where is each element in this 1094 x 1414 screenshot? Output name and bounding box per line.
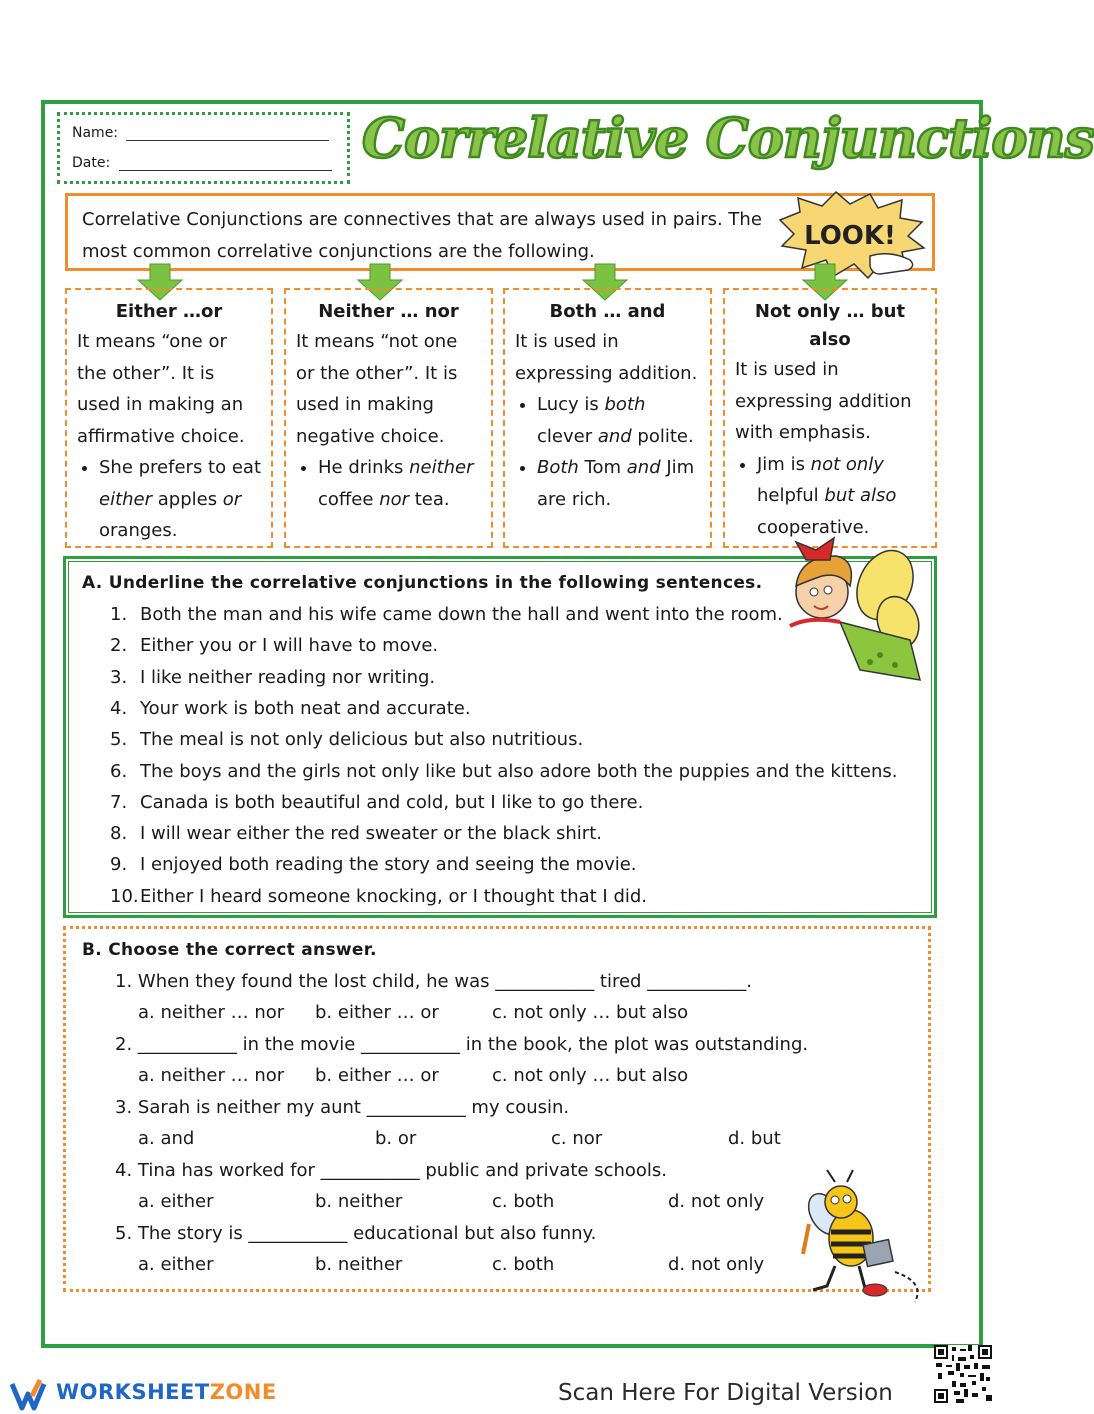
date-label: Date: [72, 155, 111, 171]
look-badge-text: LOOK! [804, 221, 896, 251]
example-text: polite. [631, 425, 694, 447]
example-text: oranges. [99, 520, 178, 541]
sentence-item [110, 792, 643, 813]
sentence-text[interactable]: I will wear either the red sweater or the black shirt. [140, 823, 602, 845]
sentence-text[interactable]: The meal is not only delicious but also nutritious. [140, 729, 584, 751]
example-text: Lucy is [537, 394, 605, 415]
example-text: helpful [757, 485, 825, 506]
sentence-item [110, 698, 471, 719]
card-examples [515, 389, 700, 515]
card-title: Not only … but also [754, 301, 906, 350]
answer-option[interactable]: d. not only [668, 1191, 765, 1212]
sentence-text[interactable]: Either you or I will have to move. [140, 635, 439, 657]
brand-logo-text[interactable] [56, 1380, 277, 1404]
name-label: Name: [72, 125, 119, 141]
answer-option[interactable]: c. both [492, 1191, 555, 1212]
answer-option[interactable]: a. neither … nor [138, 1065, 285, 1086]
card-desc: It is used in expressing addition with emphasis. [735, 359, 912, 443]
card-desc: It is used in expressing addition. [515, 331, 698, 384]
sentence-item [110, 635, 438, 656]
answer-option[interactable]: c. not only … but also [492, 1002, 689, 1023]
question-text: 1. When they found the lost child, he was ___________ tired ___________. [115, 971, 752, 992]
card-title: Neither … nor [318, 301, 459, 322]
example-text: Jim are rich. [537, 457, 695, 510]
sentence-number: 4. [110, 697, 128, 719]
question-text: 4. Tina has worked for ___________ public and private schools. [115, 1160, 668, 1181]
conjunction-word: but also [824, 485, 897, 506]
example-text: tea. [409, 488, 450, 510]
conjunction-word: and [626, 457, 661, 478]
conjunction-word: and [597, 425, 632, 447]
answer-option[interactable]: a. either [138, 1191, 214, 1212]
card-example [757, 449, 925, 544]
sentence-number: 9. [110, 854, 128, 876]
qr-code-icon[interactable] [934, 1345, 992, 1403]
card-examples [77, 452, 261, 547]
answer-option[interactable]: c. nor [551, 1128, 603, 1149]
conjunction-word: either [99, 488, 153, 510]
card-example [318, 452, 481, 515]
question-text: 5. The story is ___________ educational but also funny. [115, 1223, 597, 1244]
example-text: Tom [578, 457, 627, 478]
date-line [72, 155, 332, 171]
answer-option[interactable]: c. both [492, 1254, 555, 1275]
sentence-number: 3. [110, 666, 128, 688]
card-examples [735, 449, 925, 544]
sentence-text[interactable]: Either I heard someone knocking, or I thought that I did. [140, 885, 648, 907]
example-text: She prefers to eat [99, 457, 261, 478]
conjunction-word: Both [537, 457, 579, 478]
intro-text: Correlative Conjunctions are connectives that are always used in pairs. The most common correlative conjunctions are the following. [82, 209, 762, 262]
brand-main: WORKSHEET [56, 1380, 210, 1404]
page-title: Correlative Conjunctions [362, 106, 1094, 170]
sentence-item [110, 854, 637, 875]
answer-option[interactable]: a. neither … nor [138, 1002, 285, 1023]
sentence-number: 6. [110, 760, 128, 782]
sentence-item [110, 667, 435, 688]
sentence-number: 2. [110, 635, 128, 657]
card-example [537, 389, 700, 452]
example-text: apples [152, 488, 223, 510]
sentence-item [110, 729, 583, 750]
answer-option[interactable]: d. not only [668, 1254, 765, 1275]
card-desc: It means “one or the other”. It is used in making an affirmative choice. [77, 331, 245, 447]
sentence-text[interactable]: I enjoyed both reading the story and seeing the movie. [140, 854, 637, 876]
answer-option[interactable]: c. not only … but also [492, 1065, 689, 1086]
brand-accent: ZONE [209, 1380, 277, 1404]
answer-option[interactable]: a. and [138, 1128, 195, 1149]
scan-caption: Scan Here For Digital Version [558, 1380, 893, 1406]
section-b-heading: B. Choose the correct answer. [82, 940, 377, 960]
example-text: Jim is [757, 453, 811, 475]
sentence-item [110, 823, 602, 844]
conjunction-word: neither [409, 457, 474, 478]
sentence-number: 7. [110, 791, 128, 813]
answer-option[interactable]: b. either … or [315, 1065, 439, 1086]
example-text: clever [537, 425, 598, 447]
answer-option[interactable]: b. or [375, 1128, 417, 1149]
answer-option[interactable]: d. but [728, 1128, 781, 1149]
name-date-box [57, 112, 350, 184]
card-desc: It means “not one or the other”. It is used in making negative choice. [296, 331, 458, 447]
card-title: Either …or [115, 301, 223, 322]
sentence-text[interactable]: The boys and the girls not only like but also adore both the puppies and the kittens. [140, 760, 898, 782]
answer-option[interactable]: a. either [138, 1254, 214, 1275]
answer-option[interactable]: b. either … or [315, 1002, 439, 1023]
sentence-item [110, 604, 783, 625]
conjunction-word: not only [810, 453, 884, 475]
name-field[interactable] [126, 126, 329, 141]
conjunction-word: nor [379, 488, 410, 510]
card-examples [296, 452, 481, 515]
pointing-hand-icon [870, 254, 913, 274]
fairy-illustration [770, 530, 930, 705]
question-text: 2. ___________ in the movie ___________ in the book, the plot was outstanding. [115, 1034, 809, 1055]
name-line [72, 125, 329, 141]
sentence-text[interactable]: Both the man and his wife came down the hall and went into the room. [140, 604, 783, 625]
example-text: cooperative. [757, 516, 870, 538]
card-example [537, 452, 700, 515]
sentence-number: 8. [110, 823, 128, 845]
sentence-number: 1. [110, 604, 128, 625]
sentence-number: 10. [110, 885, 139, 907]
look-badge [770, 190, 930, 282]
sentence-text[interactable]: Your work is both neat and accurate. [140, 697, 471, 719]
sentence-text[interactable]: I like neither reading nor writing. [140, 666, 436, 688]
sentence-number: 5. [110, 729, 128, 751]
card-not-only-but-also [723, 288, 937, 548]
sentence-item [110, 761, 898, 782]
bee-illustration [795, 1172, 935, 1307]
conjunction-word: both [604, 394, 646, 415]
answer-option[interactable]: b. neither [315, 1254, 403, 1275]
example-text: coffee [318, 488, 380, 510]
sentence-item [110, 886, 647, 907]
card-title: Both … and [549, 301, 666, 322]
section-a-heading: A. Underline the correlative conjunctions in the following sentences. [82, 573, 763, 593]
card-neither-nor [284, 288, 493, 548]
worksheetzone-logo-icon [10, 1376, 56, 1412]
card-either-or [65, 288, 273, 548]
answer-option[interactable]: b. neither [315, 1191, 403, 1212]
conjunction-word: or [222, 488, 242, 510]
example-text: He drinks [318, 457, 410, 478]
question-text: 3. Sarah is neither my aunt ___________ my cousin. [115, 1097, 570, 1118]
card-both-and [503, 288, 712, 548]
sentence-text[interactable]: Canada is both beautiful and cold, but I like to go there. [140, 791, 644, 813]
card-example [99, 452, 261, 547]
date-field[interactable] [119, 156, 332, 171]
